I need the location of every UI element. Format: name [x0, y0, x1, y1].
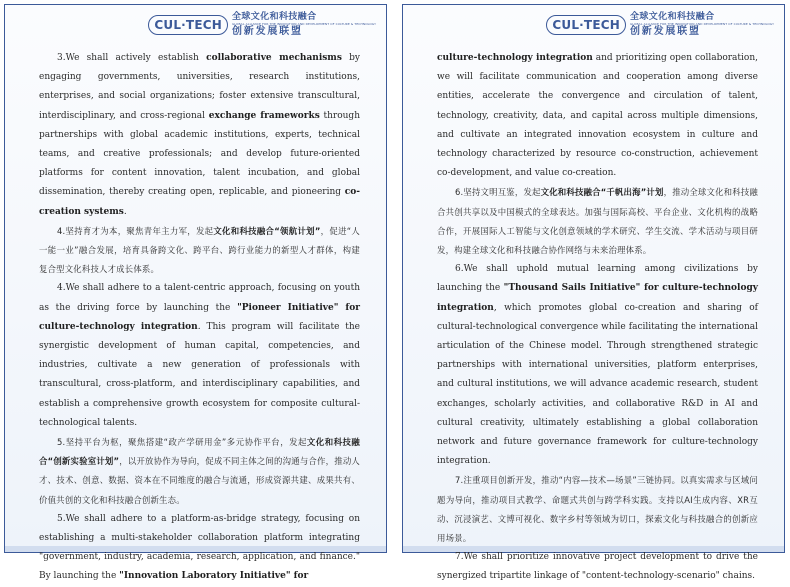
- text-run: 5.We shall adhere to a platform-as-bridge strategy, focusing on establishing a multi-stakeholder collaboration platform integrating "government, industry, academia, research, application, and finance." By launching the: [39, 513, 360, 582]
- bold-term: 文化和科技融合“千帆出海”计划: [540, 187, 664, 198]
- left-page: [4, 4, 387, 582]
- paragraph-4-en: [39, 279, 360, 433]
- text-run: 6.We shall uphold mutual learning among civilizations by launching the: [437, 264, 758, 294]
- paragraph-7-cn: 7.注重项目创新开发，推动“内容—技术—场景”三链协同。以真实需求与区域问题为导向，推动项目式教学、命题式共创与跨学科实践。支持以AI生成内容、XR互动、沉浸演艺、文博可视化、数字乡村等领域为切口，探索文化与科技融合的创新应用场景。: [437, 475, 758, 544]
- text-run: by engaging governments, universities, research institutions, enterprises, and social organizations; foster extensive transcultural, interdisciplinary, and cross-regional: [39, 53, 360, 121]
- logo-cn-line1: 全球文化和科技融合: [231, 12, 317, 22]
- text-run: .: [123, 206, 127, 217]
- paragraph-6-en: [437, 260, 758, 471]
- bold-term: 文化和科技融合“领航计划”: [213, 225, 321, 236]
- text-run: 3.We shall actively establish: [57, 53, 207, 63]
- bold-term: "Thousand Sails Initiative" for culture-technology integration: [437, 283, 758, 313]
- text-run: 5.坚持平台为枢，聚焦搭建“政产学研用金”多元协作平台，发起: [57, 437, 307, 448]
- alliance-logo: [148, 11, 376, 39]
- cul-tech-logo-mark: CUL·TECH: [148, 15, 228, 35]
- text-run: , which promotes global co-creation and sharing of cultural-technological convergence while facilitating the international articulation of the Chinese model. Through strengthened strategic partnerships with international universities, platform enterprises, and cultural institutions, we will advance academic research, student exchanges, scholarly activities, and collaborative R&D in AI and cultural creativity, ultimately establishing a global collaboration network and future governance framework for culture-technology integration.: [437, 302, 758, 467]
- text-run: ，以开放协作为导向，促成不同主体之间的沟通与合作，推动人才、技术、创意、数据、资本在不同维度的融合与流通，形成资源共建、成果共有、价值共创的文化和科技融合创新生态。: [39, 456, 360, 505]
- paragraph-5-en-continued: [437, 49, 758, 183]
- logo-en-line: GLOBAL ALLIANCE FOR THE INNOVATION AND DEVELOPMENT OF CULTURE & TECHNOLOGY: [231, 22, 376, 26]
- text-run: 6.坚持文明互鉴，发起: [455, 187, 541, 198]
- text-run: 4.坚持育才为本，聚焦青年主力军，发起: [57, 225, 214, 236]
- bold-term: "Pioneer Initiative" for culture-technology integration: [39, 302, 360, 332]
- paragraph-5-en: [39, 510, 360, 587]
- text-run: ，促进“人一能一业”融合发展，培育具备跨文化、跨平台、跨行业能力的新型人才群体，构建复合型文化科技人才成长体系。: [39, 225, 361, 275]
- right-page: [402, 4, 785, 582]
- paragraph-3-en: [39, 49, 360, 222]
- text-run: 4.We shall adhere to a talent-centric approach, focusing on youth as the driving force by launching the: [39, 283, 360, 313]
- bold-term: 文化和科技融合“创新实验室计划”: [39, 437, 360, 467]
- logo-cn-line2: 创新发展联盟: [629, 26, 701, 37]
- bold-term: culture-technology integration: [437, 53, 593, 63]
- text-run: . This program will facilitate the synergistic development of human capital, competencies, and industries, cultivate a new generation of professionals with transcultural, cross-platform, and interdisciplinary capabilities, and establish a comprehensive growth ecosystem for composite cultural-technological talents.: [39, 321, 360, 428]
- bold-term: collaborative mechanisms: [206, 53, 342, 63]
- paragraph-6-cn: [437, 183, 758, 260]
- text-run: and prioritizing open collaboration, we will facilitate communication and cooperation among diverse entities, accelerate the convergence and circulation of talent, technology, creativity, data, and capital across multiple dimensions, and cultivate an integrated innovation ecosystem in culture and technology characterized by resource co-construction, achievement co-development, and value co-creation.: [437, 53, 758, 179]
- text-run: through partnerships with global academic institutions, experts, technical teams, and creative professionals; and develop future-oriented platforms for content innovation, talent incubation, and global dissemination, thereby creating open, replicable, and pioneering: [39, 110, 360, 198]
- logo-en-line: GLOBAL ALLIANCE FOR THE INNOVATION AND DEVELOPMENT OF CULTURE & TECHNOLOGY: [629, 22, 774, 26]
- logo-cn-line1: 全球文化和科技融合: [629, 12, 715, 22]
- paragraph-7-en: 7.We shall prioritize innovative project development to drive the synergized tripartite linkage of "content-technology-scenario" chains.: [437, 552, 758, 582]
- paragraph-4-cn: [39, 222, 360, 280]
- bold-term: co-creation systems: [39, 187, 360, 217]
- paragraph-5-cn: [39, 433, 360, 510]
- right-page-body: [437, 49, 758, 587]
- cul-tech-logo-mark: CUL·TECH: [546, 15, 626, 35]
- bold-term: "Innovation Laboratory Initiative" for: [119, 571, 309, 582]
- logo-cn-line2: 创新发展联盟: [231, 26, 303, 37]
- text-run: ，推动全球文化和科技融合共创共享以及中国模式的全球表达。加强与国际高校、平台企业、文化机构的战略合作，开展国际人工智能与文化创意领域的学术研究、学生交流、学术活动与项目研发，构建全球文化和科技融合协作网络与未来治理体系。: [437, 187, 758, 256]
- alliance-logo: [546, 11, 774, 39]
- logo-text: [232, 13, 376, 37]
- logo-text: [630, 13, 774, 37]
- bold-term: exchange frameworks: [208, 110, 320, 121]
- left-page-body: [39, 49, 360, 587]
